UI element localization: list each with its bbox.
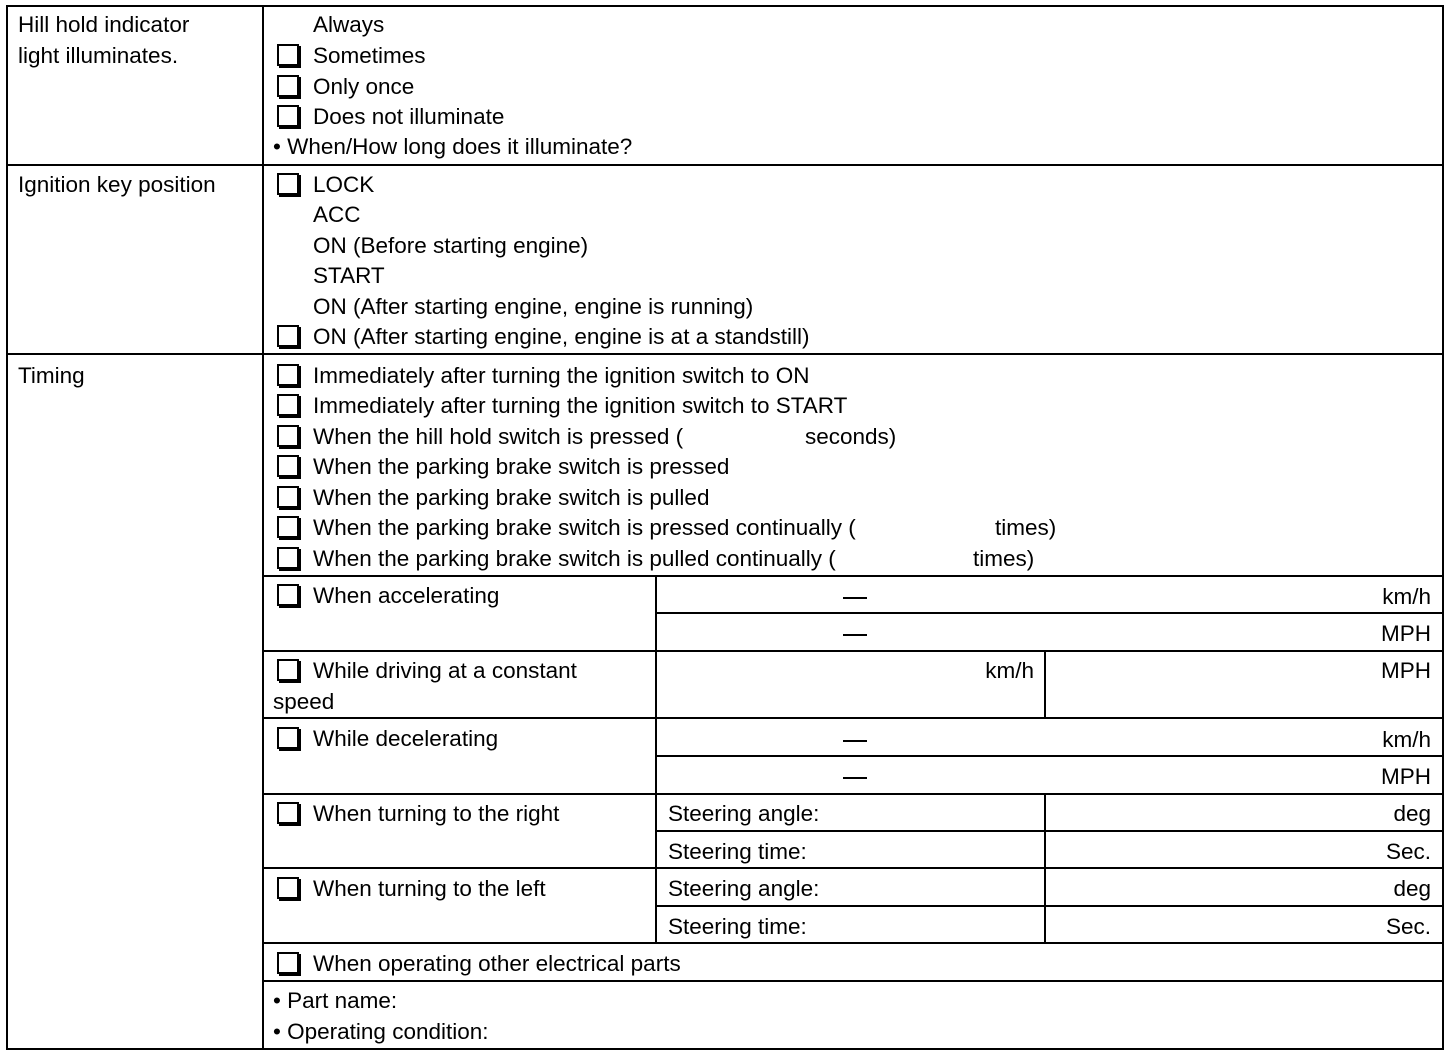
option-on-running: ON (After starting engine, engine is running) bbox=[313, 294, 754, 319]
unit-sec: Sec. bbox=[1385, 914, 1431, 939]
illumination-question: • When/How long does it illuminate? bbox=[273, 134, 633, 159]
checkbox-hill-pressed[interactable] bbox=[277, 425, 299, 447]
option-acc: ACC bbox=[313, 202, 361, 227]
range-dash bbox=[843, 740, 867, 742]
option-decelerating: While decelerating bbox=[313, 726, 499, 751]
range-dash bbox=[843, 777, 867, 779]
checkbox-pb-pressed[interactable] bbox=[277, 455, 299, 477]
unit-mph: MPH bbox=[1381, 621, 1431, 646]
checkbox-lock[interactable] bbox=[277, 173, 299, 195]
row-divider bbox=[656, 755, 1444, 757]
hill-pressed-unit: seconds) bbox=[805, 424, 897, 449]
option-accelerating: When accelerating bbox=[313, 583, 500, 608]
option-on-before-start: ON (Before starting engine) bbox=[313, 233, 589, 258]
option-other-parts: When operating other electrical parts bbox=[313, 951, 681, 976]
option-ign-start: Immediately after turning the ignition switch to START bbox=[313, 393, 848, 418]
unit-kmh: km/h bbox=[1382, 584, 1431, 609]
table-border-bottom bbox=[6, 1048, 1444, 1050]
option-pb-pulled: When the parking brake switch is pulled bbox=[313, 485, 710, 510]
condition-column-divider bbox=[655, 575, 657, 944]
row-divider bbox=[262, 942, 1444, 944]
checkbox-constant-speed[interactable] bbox=[277, 659, 299, 681]
option-sometimes: Sometimes bbox=[313, 43, 426, 68]
row-divider bbox=[262, 867, 1444, 869]
option-constant-speed: While driving at a constant bbox=[313, 658, 577, 683]
checkbox-turn-right[interactable] bbox=[277, 802, 299, 824]
timing-label: Timing bbox=[18, 363, 85, 388]
option-lock: LOCK bbox=[313, 172, 375, 197]
option-turn-left: When turning to the left bbox=[313, 876, 546, 901]
checkbox-turn-left[interactable] bbox=[277, 877, 299, 899]
range-dash bbox=[843, 597, 867, 599]
unit-mph: MPH bbox=[1381, 658, 1431, 683]
option-always: Always bbox=[313, 12, 385, 37]
row-divider bbox=[656, 905, 1444, 907]
label-column-divider bbox=[262, 5, 264, 1050]
checkbox-decelerating[interactable] bbox=[277, 727, 299, 749]
row-divider bbox=[262, 793, 1444, 795]
unit-deg: deg bbox=[1393, 876, 1431, 901]
range-dash bbox=[843, 634, 867, 636]
unit-deg: deg bbox=[1393, 801, 1431, 826]
row-divider bbox=[262, 575, 1444, 577]
steering-time-label: Steering time: bbox=[668, 839, 807, 864]
checkbox-pb-pulled-cont[interactable] bbox=[277, 547, 299, 569]
unit-mph: MPH bbox=[1381, 764, 1431, 789]
option-ign-on: Immediately after turning the ignition switch to ON bbox=[313, 363, 810, 388]
option-on-standstill: ON (After starting engine, engine is at a standstill) bbox=[313, 324, 810, 349]
unit-sec: Sec. bbox=[1385, 839, 1431, 864]
row-divider bbox=[262, 650, 1444, 652]
option-hill-pressed: When the hill hold switch is pressed ( bbox=[313, 424, 684, 449]
checkbox-ign-start[interactable] bbox=[277, 394, 299, 416]
row-divider bbox=[6, 164, 1444, 166]
checkbox-pb-pressed-cont[interactable] bbox=[277, 516, 299, 538]
unit-kmh: km/h bbox=[985, 658, 1034, 683]
ignition-label: Ignition key position bbox=[18, 172, 216, 197]
checkbox-accelerating[interactable] bbox=[277, 584, 299, 606]
row-divider bbox=[656, 612, 1444, 614]
checkbox-does-not-illuminate[interactable] bbox=[277, 105, 299, 127]
steering-angle-label: Steering angle: bbox=[668, 801, 820, 826]
hill-hold-label: Hill hold indicator bbox=[18, 12, 190, 37]
option-pb-pulled-cont: When the parking brake switch is pulled continually ( bbox=[313, 546, 836, 571]
option-pb-pressed-cont: When the parking brake switch is pressed continually ( bbox=[313, 515, 856, 540]
hill-hold-label: light illuminates. bbox=[18, 43, 179, 68]
option-start: START bbox=[313, 263, 385, 288]
value-column-divider bbox=[1044, 650, 1046, 719]
pb-pulled-cont-unit: times) bbox=[973, 546, 1035, 571]
row-divider bbox=[262, 717, 1444, 719]
option-only-once: Only once bbox=[313, 74, 415, 99]
pb-pressed-cont-unit: times) bbox=[995, 515, 1057, 540]
operating-condition-field: • Operating condition: bbox=[273, 1019, 489, 1044]
checkbox-pb-pulled[interactable] bbox=[277, 486, 299, 508]
value-column-divider bbox=[1044, 793, 1046, 944]
row-divider bbox=[656, 830, 1444, 832]
unit-kmh: km/h bbox=[1382, 727, 1431, 752]
option-does-not-illuminate: Does not illuminate bbox=[313, 104, 505, 129]
option-constant-speed: speed bbox=[273, 689, 335, 714]
steering-angle-label: Steering angle: bbox=[668, 876, 820, 901]
table-border-top bbox=[6, 5, 1444, 7]
table-border-right bbox=[1442, 5, 1444, 1050]
option-turn-right: When turning to the right bbox=[313, 801, 560, 826]
checkbox-only-once[interactable] bbox=[277, 75, 299, 97]
part-name-field: • Part name: bbox=[273, 988, 398, 1013]
checkbox-ign-on[interactable] bbox=[277, 364, 299, 386]
checkbox-sometimes[interactable] bbox=[277, 44, 299, 66]
checkbox-other-parts[interactable] bbox=[277, 952, 299, 974]
table-border-left bbox=[6, 5, 8, 1050]
steering-time-label: Steering time: bbox=[668, 914, 807, 939]
option-pb-pressed: When the parking brake switch is pressed bbox=[313, 454, 730, 479]
row-divider bbox=[262, 980, 1444, 982]
checkbox-on-standstill[interactable] bbox=[277, 325, 299, 347]
row-divider bbox=[6, 353, 1444, 355]
